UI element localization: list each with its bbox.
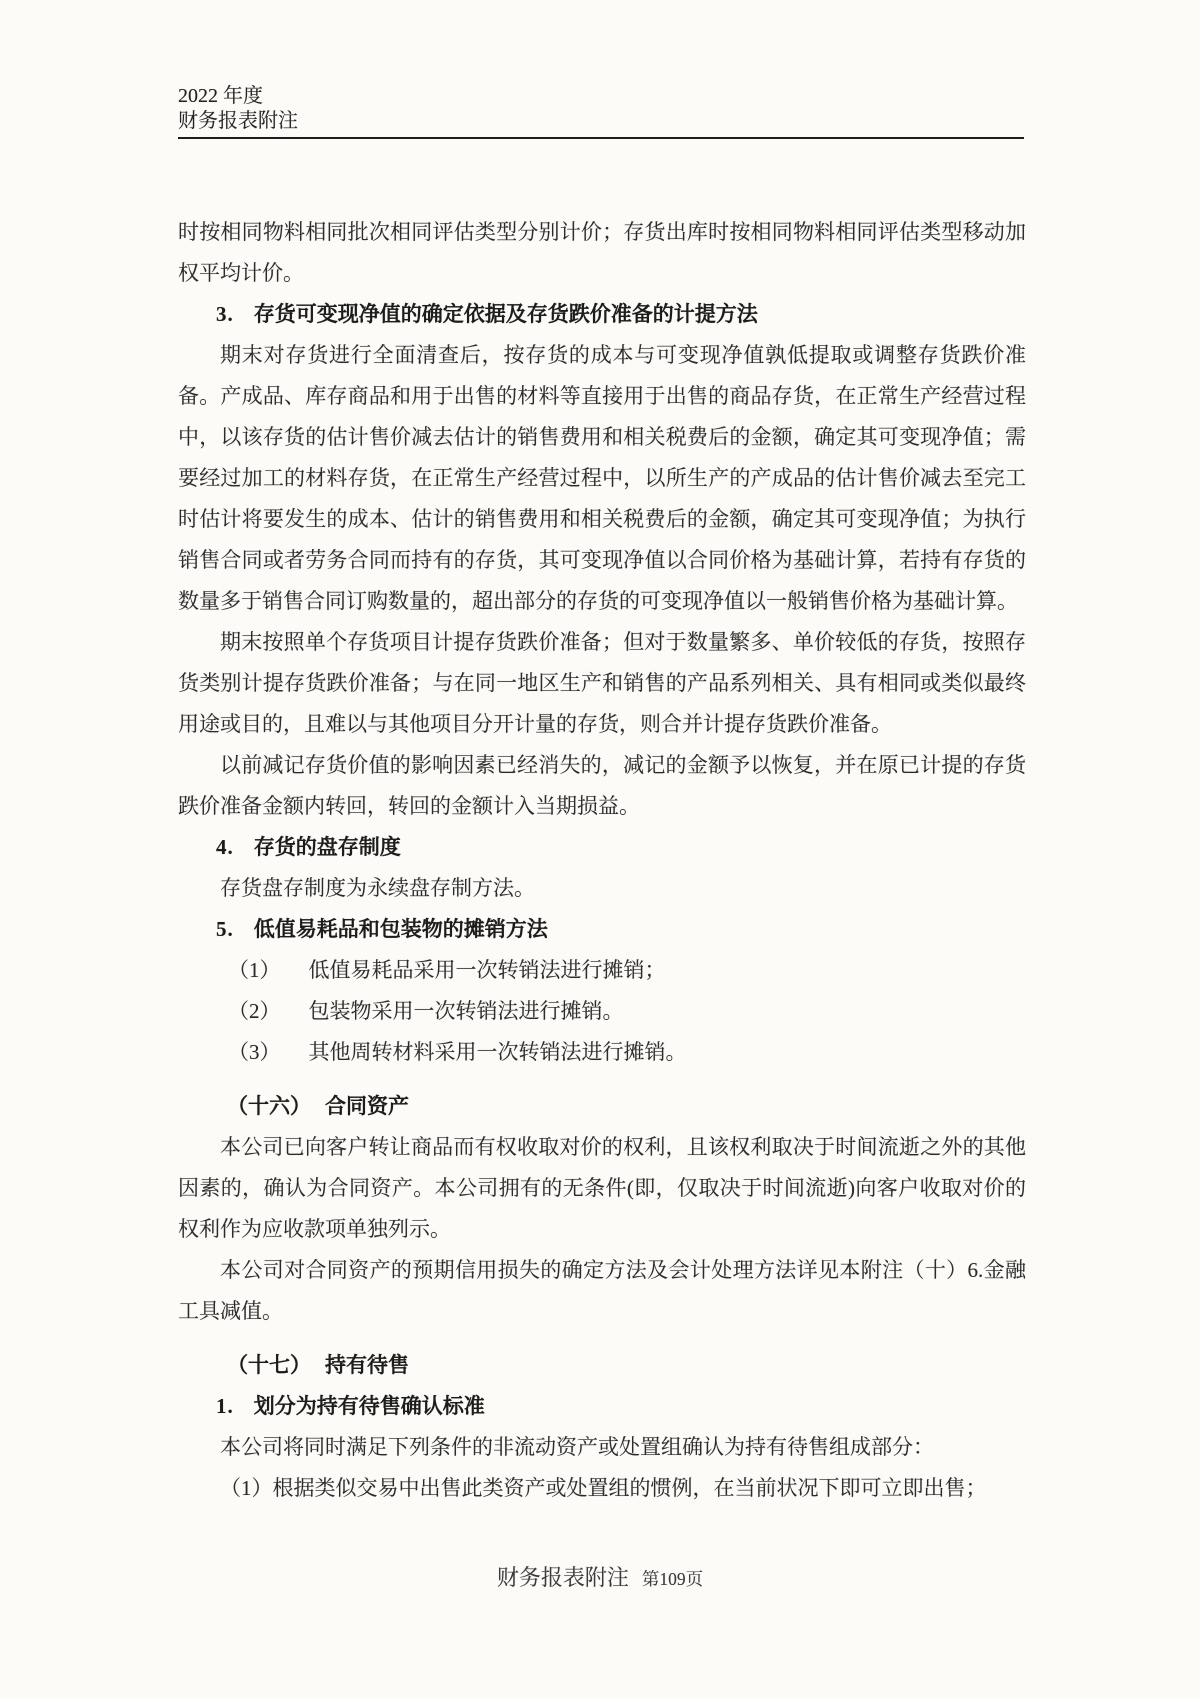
item-number: （3） xyxy=(228,1040,281,1064)
item-number: （2） xyxy=(228,999,281,1023)
footer-title: 财务报表附注 xyxy=(496,1565,629,1590)
numbered-heading xyxy=(178,1386,1026,1427)
item-text: 存货可变现净值的确定依据及存货跌价准备的计提方法 xyxy=(253,302,758,326)
list-item xyxy=(178,1032,1026,1073)
document-body xyxy=(178,212,1026,1509)
section-heading xyxy=(178,1345,1026,1386)
footer-page-number: 第109页 xyxy=(641,1569,704,1589)
paragraph: 期末按照单个存货项目计提存货跌价准备；但对于数量繁多、单价较低的存货，按照存货类别计提存货跌价准备；与在同一地区生产和销售的产品系列相关、具有相同或类似最终用途或目的，且难以与其他项目分开计量的存货，则合并计提存货跌价准备。 xyxy=(178,630,1026,736)
item-text: 其他周转材料采用一次转销法进行摊销。 xyxy=(308,1040,687,1064)
item-text: 包装物采用一次转销法进行摊销。 xyxy=(308,999,624,1023)
item-text: 划分为持有待售确认标准 xyxy=(253,1394,485,1418)
paragraph: 存货盘存制度为永续盘存制方法。 xyxy=(220,876,535,900)
item-number: 1. xyxy=(216,1394,234,1418)
item-number: （十六） xyxy=(227,1094,311,1118)
paragraph: 本公司对合同资产的预期信用损失的确定方法及会计处理方法详见本附注（十）6.金融工具减值。 xyxy=(178,1258,1026,1323)
item-number: 5. xyxy=(216,917,234,941)
header-year: 2022 年度 xyxy=(178,85,263,107)
item-text: 低值易耗品和包装物的摊销方法 xyxy=(253,917,548,941)
paragraph: 时按相同物料相同批次相同评估类型分别计价；存货出库时按相同物料相同评估类型移动加权平均计价。 xyxy=(178,220,1026,285)
numbered-heading xyxy=(178,294,1026,335)
paragraph: 期末对存货进行全面清查后，按存货的成本与可变现净值孰低提取或调整存货跌价准备。产成品、库存商品和用于出售的材料等直接用于出售的商品存货，在正常生产经营过程中，以该存货的估计售价减去估计的销售费用和相关税费后的金额，确定其可变现净值；需要经过加工的材料存货，在正常生产经营过程中，以所生产的产成品的估计售价减去至完工时估计将要发生的成本、估计的销售费用和相关税费后的金额，确定其可变现净值；为执行销售合同或者劳务合同而持有的存货，其可变现净值以合同价格为基础计算，若持有存货的数量多于销售合同订购数量的，超出部分的存货的可变现净值以一般销售价格为基础计算。 xyxy=(178,343,1026,613)
item-number: （十七） xyxy=(227,1353,311,1377)
list-item xyxy=(178,950,1026,991)
paragraph: （1）根据类似交易中出售此类资产或处置组的惯例，在当前状况下即可立即出售； xyxy=(220,1476,987,1500)
item-number: （1） xyxy=(228,958,281,982)
item-text: 合同资产 xyxy=(325,1094,409,1118)
list-item xyxy=(178,991,1026,1032)
paragraph: 本公司已向客户转让商品而有权收取对价的权利，且该权利取决于时间流逝之外的其他因素的，确认为合同资产。本公司拥有的无条件(即，仅取决于时间流逝)向客户收取对价的权利作为应收款项单独列示。 xyxy=(178,1135,1026,1241)
header-title: 财务报表附注 xyxy=(178,110,298,132)
page-footer xyxy=(43,1560,1157,1599)
section-heading xyxy=(178,1086,1026,1127)
paragraph: 以前减记存货价值的影响因素已经消失的，减记的金额予以恢复，并在原已计提的存货跌价准备金额内转回，转回的金额计入当期损益。 xyxy=(178,753,1026,818)
page-header xyxy=(178,84,1024,139)
paragraph: 本公司将同时满足下列条件的非流动资产或处置组确认为持有待售组成部分： xyxy=(220,1435,934,1459)
item-text: 低值易耗品采用一次转销法进行摊销； xyxy=(308,958,666,982)
item-number: 3. xyxy=(216,302,234,326)
item-text: 持有待售 xyxy=(325,1353,409,1377)
numbered-heading xyxy=(178,909,1026,950)
numbered-heading xyxy=(178,827,1026,868)
item-number: 4. xyxy=(216,835,234,859)
item-text: 存货的盘存制度 xyxy=(253,835,401,859)
